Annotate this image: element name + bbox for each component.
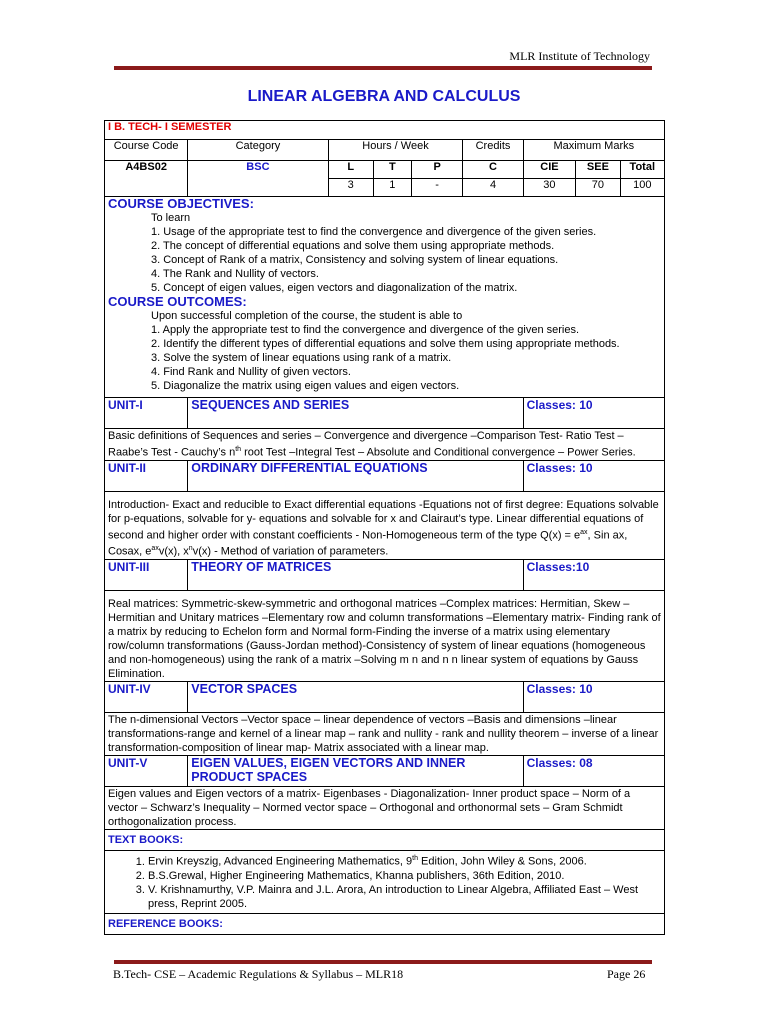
- unit-content-text: Basic definitions of Sequences and series – Convergence and divergence –Comparison Test- Ratio Test –Raabe’s Test - Cauchy’s n: [108, 430, 624, 459]
- page-number: Page 26: [607, 967, 646, 981]
- unit-1-content: [105, 429, 665, 461]
- cie-value: 30: [523, 179, 576, 197]
- unit-3-header: [105, 559, 665, 590]
- footer-text: B.Tech- CSE – Academic Regulations & Syllabus – MLR18: [113, 967, 404, 981]
- unit-label: UNIT-IV: [105, 681, 188, 712]
- category-header: Category: [188, 140, 328, 161]
- unit-content-text: root Test –Integral Test – Absolute and Conditional convergence – Power Series.: [241, 446, 636, 459]
- max-marks-header: Maximum Marks: [523, 140, 664, 161]
- p-value: -: [411, 179, 463, 197]
- unit-4-content: The n-dimensional Vectors –Vector space – linear dependence of vectors –Basis and dimensions –linear transformations-range and kernel of a linear map – rank and nullity - rank and nullity theorem – inverse of a linear transformation-composition of linear map- Matrix associated with a linear map.: [105, 712, 665, 755]
- footer-rule: [114, 960, 652, 964]
- unit-classes: Classes: 10: [523, 681, 664, 712]
- unit-content-text: Introduction- Exact and reducible to Exact differential equations -Equations not of first degree: Equations solvable for p-equations, solvable for y- equations and solvable for x and Clairaut’s type. Linear differential equations of second and higher order with constant coefficients - Non-Homogeneous term of the type Q(x) = e: [108, 498, 659, 542]
- objectives-intro: To learn: [151, 212, 191, 224]
- c-header: C: [463, 161, 523, 179]
- unit-2-content: [105, 491, 665, 559]
- objective-item: 4. The Rank and Nullity of vectors.: [151, 268, 319, 280]
- outcomes-heading: COURSE OUTCOMES:: [108, 294, 247, 309]
- total-header: Total: [620, 161, 664, 179]
- unit-classes: Classes: 10: [523, 460, 664, 491]
- unit-label: UNIT-II: [105, 460, 188, 491]
- objective-item: 3. Concept of Rank of a matrix, Consistency and solving system of linear equations.: [151, 254, 559, 266]
- unit-title: THEORY OF MATRICES: [188, 559, 523, 590]
- unit-title: VECTOR SPACES: [188, 681, 523, 712]
- outcome-item: 4. Find Rank and Nullity of given vectors.: [151, 366, 351, 378]
- unit-classes: Classes: 10: [523, 398, 664, 429]
- text-books-list: [108, 852, 661, 911]
- book-text: Edition, John Wiley & Sons, 2006.: [417, 855, 587, 868]
- unit-2-header: [105, 460, 665, 491]
- unit-classes: Classes: 08: [523, 755, 664, 786]
- see-header: SEE: [576, 161, 620, 179]
- unit-label: UNIT-III: [105, 559, 188, 590]
- institute-name: MLR Institute of Technology: [509, 49, 650, 63]
- outcome-item: 2. Identify the different types of differential equations and solve them using appropriate methods.: [151, 338, 620, 350]
- objective-item: 2. The concept of differential equations and solve them using appropriate methods.: [151, 240, 555, 252]
- list-item: 3. V. Krishnamurthy, V.P. Mainra and J.L. Arora, An introduction to Linear Algebra, Affiliated East – West press, Reprint 2005.: [148, 883, 661, 911]
- unit-content-text: , Sin ax, Cosax, e: [108, 529, 628, 558]
- objective-item: 5. Concept of eigen values, eigen vectors and diagonalization of the matrix.: [151, 282, 518, 294]
- unit-content-text: v(x) - Method of variation of parameters.: [192, 545, 389, 558]
- page-title: LINEAR ALGEBRA AND CALCULUS: [247, 88, 521, 105]
- superscript: th: [412, 854, 418, 862]
- total-value: 100: [620, 179, 664, 197]
- course-code-header: Course Code: [105, 140, 188, 161]
- unit-label: UNIT-V: [105, 755, 188, 786]
- superscript: ax: [151, 545, 159, 553]
- book-text: Ervin Kreyszig, Advanced Engineering Mathematics, 9: [148, 855, 413, 868]
- unit-label: UNIT-I: [105, 398, 188, 429]
- course-code-value: A4BS02: [105, 161, 188, 197]
- unit-1-header: [105, 398, 665, 429]
- t-value: 1: [373, 179, 411, 197]
- outcome-item: 5. Diagonalize the matrix using eigen values and eigen vectors.: [151, 380, 460, 392]
- unit-4-header: [105, 681, 665, 712]
- superscript: n: [188, 545, 193, 553]
- unit-3-content: Real matrices: Symmetric-skew-symmetric and orthogonal matrices –Complex matrices: Hermitian, Skew –Hermitian and Unitary matrices –Elementary row and column transformations –Elementary matrix- Finding rank of a matrix by reducing to Echelon form and Normal form-Finding the inverse of a matrix using elementary row/column transformations (Gauss-Jordan method)-Consistency of system of linear equations (homogeneous and non-homogeneous) using the rank of a matrix –Solving m n and n n linear system of equations by Gauss Elimination.: [105, 590, 665, 681]
- table-header-row: [105, 140, 665, 161]
- c-value: 4: [463, 179, 523, 197]
- header-rule: [114, 66, 652, 70]
- objectives-outcomes-cell: [105, 197, 665, 398]
- unit-5-content: Eigen values and Eigen vectors of a matrix- Eigenbases - Diagonalization- Inner product space – Norm of a vector – Schwarz’s Inequality – Normed vector space – Orthogonal and orthonormal sets – Gram Schmidt orthogonalization process.: [105, 786, 665, 829]
- credits-header: Credits: [463, 140, 523, 161]
- reference-books-heading: REFERENCE BOOKS:: [105, 913, 665, 934]
- unit-content-text: v(x), x: [158, 545, 189, 558]
- l-value: 3: [328, 179, 373, 197]
- list-item: [148, 852, 661, 869]
- hours-week-header: Hours / Week: [328, 140, 463, 161]
- list-item: 2. B.S.Grewal, Higher Engineering Mathematics, Khanna publishers, 36th Edition, 2010.: [148, 869, 661, 883]
- semester-label: I B. TECH- I SEMESTER: [105, 121, 665, 140]
- outcome-item: 3. Solve the system of linear equations using rank of a matrix.: [151, 352, 452, 364]
- text-books-heading: TEXT BOOKS:: [105, 829, 665, 850]
- cie-header: CIE: [523, 161, 576, 179]
- superscript: ax: [580, 528, 588, 536]
- category-value: BSC: [188, 161, 328, 197]
- unit-5-header: [105, 755, 665, 786]
- see-value: 70: [576, 179, 620, 197]
- objectives-heading: COURSE OBJECTIVES:: [108, 196, 254, 211]
- objective-item: 1. Usage of the appropriate test to find the convergence and divergence of the given series.: [151, 226, 597, 238]
- t-header: T: [373, 161, 411, 179]
- syllabus-table: [104, 120, 665, 935]
- unit-title: EIGEN VALUES, EIGEN VECTORS AND INNER PRODUCT SPACES: [188, 755, 523, 786]
- text-books-list-cell: [105, 850, 665, 913]
- superscript: th: [235, 446, 242, 453]
- outcomes-intro: Upon successful completion of the course, the student is able to: [151, 310, 463, 322]
- p-header: P: [411, 161, 463, 179]
- unit-classes: Classes:10: [523, 559, 664, 590]
- l-header: L: [328, 161, 373, 179]
- outcome-item: 1. Apply the appropriate test to find the convergence and divergence of the given series.: [151, 324, 580, 336]
- unit-title: SEQUENCES AND SERIES: [188, 398, 523, 429]
- unit-title: ORDINARY DIFFERENTIAL EQUATIONS: [188, 460, 523, 491]
